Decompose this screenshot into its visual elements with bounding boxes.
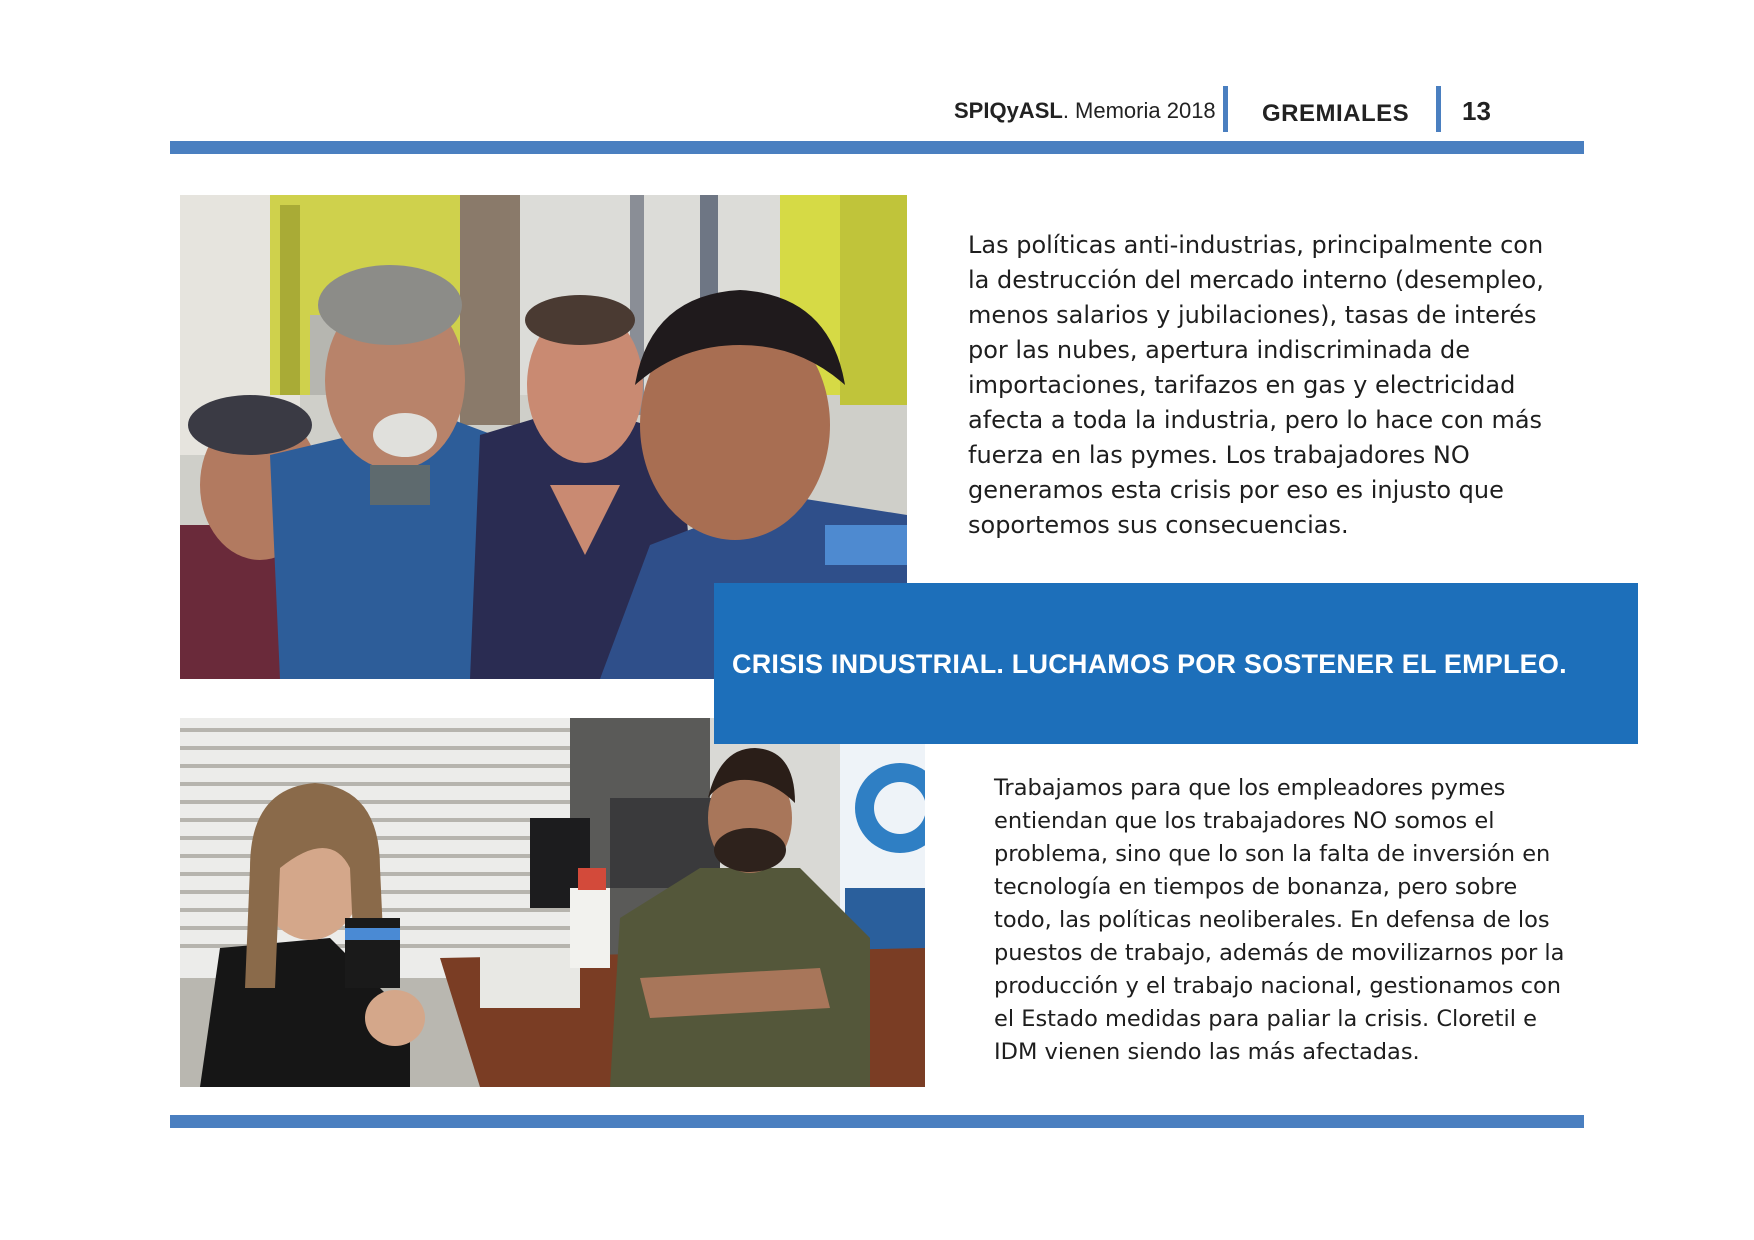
banner-title: CRISIS INDUSTRIAL. LUCHAMOS POR SOSTENER EL EMPLEO.	[732, 649, 1567, 679]
interview-photo-image	[180, 718, 925, 1087]
page-header	[0, 82, 1754, 132]
publication-subtitle: . Memoria 2018	[1062, 98, 1216, 123]
publication-brand: SPIQyASL	[954, 98, 1063, 123]
bottom-rule	[170, 1115, 1584, 1128]
body-paragraph: Trabajamos para que los empleadores pymes entiendan que los trabajadores NO somos el problema, sino que lo son la falta de inversión en tecnología en tiempos de bonanza, pero sobre todo, las políticas neoliberales. En defensa de los puestos de trabajo, además de movilizarnos por la producción y el trabajo nacional, gestionamos con el Estado medidas para paliar la crisis. Cloretil e IDM vienen siendo las más afectadas.	[994, 775, 1565, 1065]
publication-title	[954, 98, 1216, 124]
headline-banner	[714, 583, 1638, 744]
page-number: 13	[1462, 96, 1491, 126]
section-title: GREMIALES	[1262, 100, 1410, 127]
top-rule	[170, 141, 1584, 154]
header-divider	[1223, 86, 1228, 132]
header-divider	[1436, 86, 1441, 132]
intro-paragraph: Las políticas anti-industrias, principalmente con la destrucción del mercado interno (desempleo, menos salarios y jubilaciones), tasas de interés por las nubes, apertura indiscriminada de importaciones, tarifazos en gas y electricidad afecta a toda la industria, pero lo hace con más fuerza en las pymes. Los trabajadores NO generamos esta crisis por eso es injusto que soportemos sus consecuencias.	[968, 231, 1544, 539]
interview-photo	[180, 718, 925, 1087]
